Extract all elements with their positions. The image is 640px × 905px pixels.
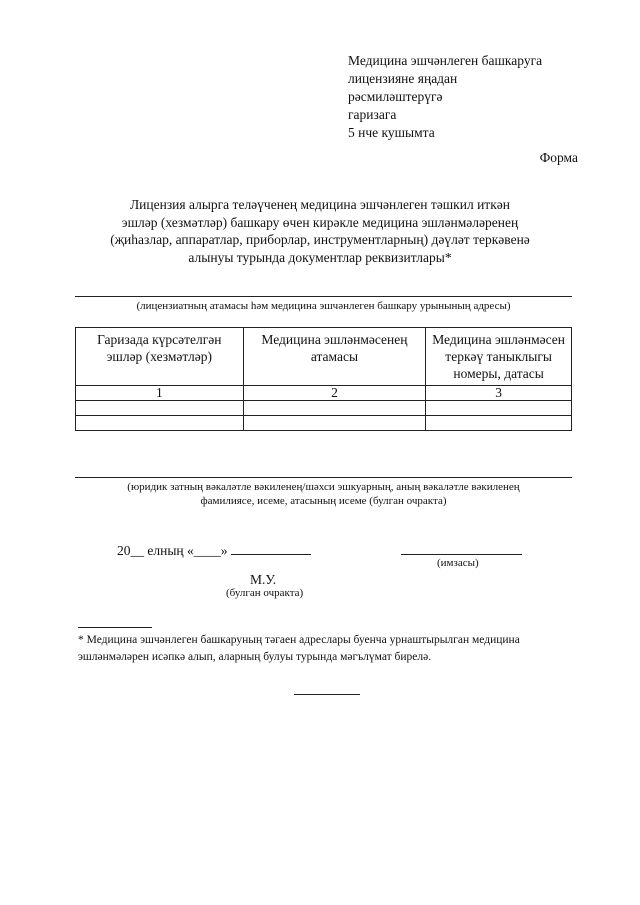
table-cell[interactable] xyxy=(243,416,426,431)
appendix-header xyxy=(348,52,542,142)
title-line: алынуы турында документлар реквизитлары* xyxy=(188,249,452,265)
form-label: Форма xyxy=(539,150,578,165)
table-row xyxy=(76,401,572,416)
end-divider xyxy=(294,694,360,695)
footnote xyxy=(78,632,588,666)
title-line: эшләр (хезмәтләр) башкару өчен кирәкле медицина эшләнмәләренең xyxy=(121,214,519,230)
registration-table xyxy=(75,327,572,431)
footnote-divider xyxy=(78,627,152,628)
table-cell[interactable] xyxy=(426,416,572,431)
date-line xyxy=(117,542,311,559)
date-month-field[interactable] xyxy=(231,542,311,555)
stamp-label: М.У. xyxy=(250,572,277,587)
column-header-works: Гаризада күрсәтелгән эшләр (хезмәтләр) xyxy=(76,328,244,386)
column-header-certificate: Медицина эшләнмәсен теркәү таныклыгы номеры, датасы xyxy=(426,328,572,386)
table-cell[interactable] xyxy=(76,416,244,431)
title-line: (җиһазлар, аппаратлар, приборлар, инструментларның) дәүләт теркәвенә xyxy=(110,232,530,247)
header-line: 5 нче кушымта xyxy=(348,125,435,140)
licensee-line[interactable] xyxy=(75,296,572,297)
representative-line[interactable] xyxy=(75,477,572,478)
signature-line[interactable] xyxy=(401,554,522,555)
header-line: Медицина эшчәнлеген башкаруга xyxy=(348,53,543,68)
representative-caption-line: фамилиясе, исеме, атасының исеме (булган очракта) xyxy=(200,495,447,507)
stamp-caption: (булган очракта) xyxy=(226,587,304,599)
table-cell[interactable] xyxy=(426,401,572,416)
column-header-device-name: Медицина эшләнмәсенең атамасы xyxy=(243,328,426,386)
column-number: 1 xyxy=(76,386,244,401)
date-prefix: 20__ елның «____» xyxy=(117,543,231,558)
table-number-row xyxy=(76,386,572,401)
document-title xyxy=(78,196,562,266)
column-number: 2 xyxy=(243,386,426,401)
table-cell[interactable] xyxy=(76,401,244,416)
representative-caption-line: (юридик затның вәкаләтле вәкиленең/шәхси эшкуарның, аның вәкаләтле вәкиленең xyxy=(127,481,520,493)
header-line: рәсмиләштерүгә xyxy=(348,89,443,104)
column-number: 3 xyxy=(426,386,572,401)
header-line: гаризага xyxy=(348,107,397,122)
table-header-row xyxy=(76,328,572,386)
table-cell[interactable] xyxy=(243,401,426,416)
licensee-caption: (лицензиатның атамасы һәм медицина эшчәнлеген башкару урынының адресы) xyxy=(136,300,511,312)
header-line: лицензияне яңадан xyxy=(348,71,458,86)
signature-caption: (имзасы) xyxy=(437,557,479,569)
title-line: Лицензия алырга теләүченең медицина эшчәнлеген тәшкил иткән xyxy=(130,197,510,212)
footnote-line: эшләнмәләрен исәпкә алып, аларның булуы турында мәгълүмат бирелә. xyxy=(78,651,432,663)
footnote-line: * Медицина эшчәнлеген башкаруның тәгаен адреслары буенча урнаштырылган медицина xyxy=(78,634,520,646)
table-row xyxy=(76,416,572,431)
representative-caption xyxy=(75,480,572,508)
